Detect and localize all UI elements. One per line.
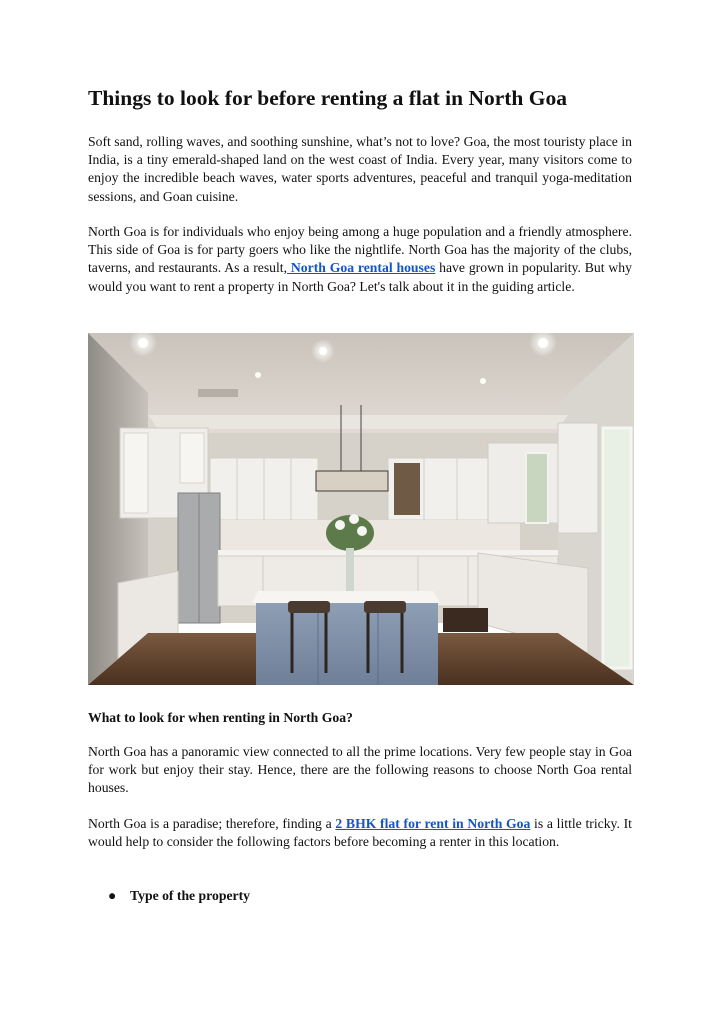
paragraph-text: North Goa is for individuals who enjoy being among a huge population and a friendly atmosphere. This side of Goa is for party goers who like the nightlife. North Goa has the majority of the clubs, taverns, and restaurants. As a result, (88, 224, 632, 276)
section-heading: What to look for when renting in North Goa? (88, 710, 353, 725)
2bhk-flat-link[interactable]: 2 BHK flat for rent in North Goa (335, 816, 531, 831)
page-title: Things to look for before renting a flat in North Goa (88, 86, 567, 110)
panoramic-paragraph: North Goa has a panoramic view connected to all the prime locations. Very few people stay in Goa for work but enjoy their stay. Hence, there are the following reasons to choose North Goa rental houses. (88, 744, 632, 796)
paragraph-text: is a little tricky. It would help to consider the following factors before becoming a renter in this location. (88, 816, 632, 850)
paragraph-text: have grown in popularity. But why would you want to rent a property in North Goa? Let's talk about it in the guiding article. (88, 260, 632, 294)
paragraph-text: North Goa is a paradise; therefore, finding a (88, 816, 336, 831)
list-item-label: Type of the property (130, 888, 251, 903)
north-goa-rental-houses-link[interactable]: North Goa rental houses (287, 260, 436, 276)
paradise-paragraph (88, 815, 632, 851)
intro-paragraph: Soft sand, rolling waves, and soothing sunshine, what’s not to love? Goa, the most touristy place in India, is a tiny emerald-shaped land on the west coast of India. Every year, many visitors come to enjoy the incredible beach waves, water sports adventures, peaceful and tranquil yoga-meditation sessions, and Goan cuisine. (88, 134, 632, 204)
list-item (108, 888, 250, 904)
bullet-icon: ● (108, 888, 117, 903)
kitchen-photo (88, 333, 634, 685)
north-goa-paragraph (88, 223, 632, 296)
